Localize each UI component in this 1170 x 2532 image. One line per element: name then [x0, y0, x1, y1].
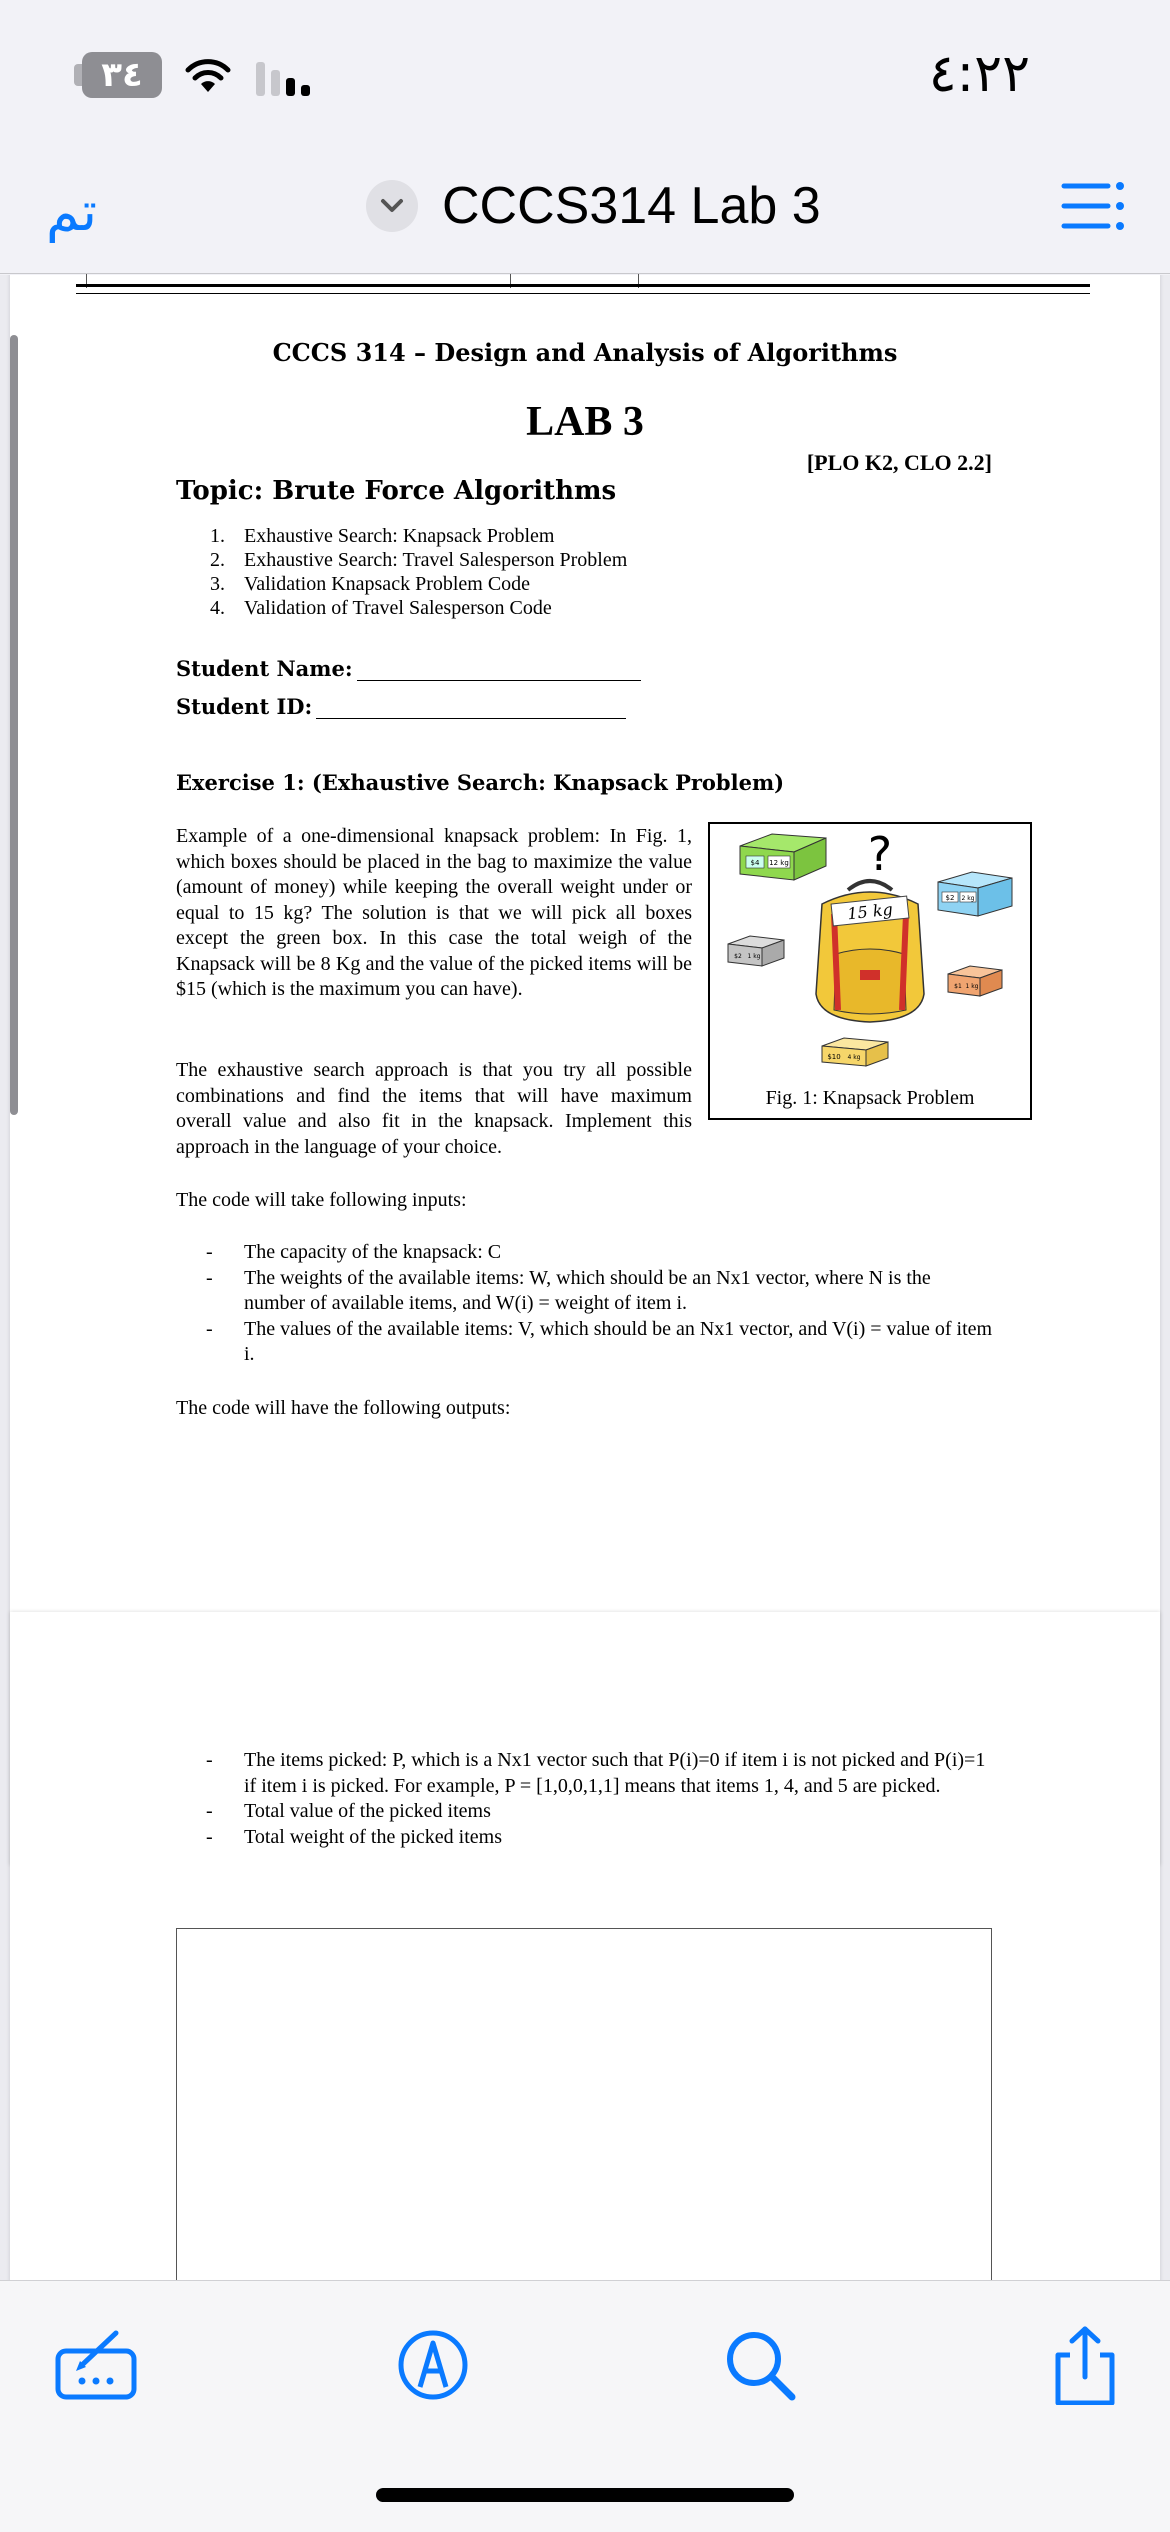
- yellow-price: $10: [827, 1053, 841, 1061]
- list-item: - Total weight of the picked items: [206, 1825, 502, 1848]
- inputs-list: [206, 1240, 996, 1368]
- list-item: 4. Validation of Travel Salesperson Code: [210, 597, 552, 619]
- gray-price: $2: [734, 953, 742, 960]
- exercise-1-paragraph-1: Example of a one-dimensional knapsack problem: In Fig. 1, which boxes should be placed in the bag to maximize the value (amount of money) while keeping the overall weight under or equal to 15 kg? The solution is that we will pick all boxes except the green box. In this case the total weigh of the Knapsack will be 8 Kg and the value of the picked items will be $15 (which is the maximum you can have).: [176, 825, 692, 1000]
- exercise-1-paragraph-2: The exhaustive search approach is that you try all possible combinations and find the items that will have maximum overall value and also fit in the knapsack. Implement this approach in the language of your choice.: [176, 1059, 692, 1158]
- lab-title: LAB 3: [526, 399, 644, 445]
- course-title: CCCS 314 – Design and Analysis of Algorithms: [272, 338, 898, 367]
- gray-weight: 1 kg: [747, 953, 761, 960]
- figure-caption: Fig. 1: Knapsack Problem: [765, 1087, 975, 1109]
- wifi-icon: [184, 56, 232, 96]
- exercise-1-heading: Exercise 1: (Exhaustive Search: Knapsack Problem): [176, 770, 785, 795]
- battery-indicator: ٣٤: [82, 52, 162, 98]
- green-box: [740, 834, 826, 880]
- list-menu-icon[interactable]: [1060, 180, 1126, 232]
- list-item: 1. Exhaustive Search: Knapsack Problem: [210, 525, 555, 547]
- list-item: 2. Exhaustive Search: Travel Salesperson Problem: [210, 549, 628, 571]
- knapsack-illustration: [710, 824, 1030, 1074]
- list-item: - The capacity of the knapsack: C: [206, 1241, 502, 1263]
- markup-icon[interactable]: [52, 2325, 142, 2405]
- figure-knapsack: [708, 822, 1032, 1120]
- orange-weight: 1 kg: [965, 983, 979, 990]
- blue-price: $2: [945, 894, 955, 902]
- plo-label: [PLO K2, CLO 2.2]: [806, 450, 992, 475]
- search-icon[interactable]: [716, 2325, 806, 2405]
- header-rule: [76, 284, 1090, 294]
- yellow-box: [822, 1038, 888, 1066]
- student-id-label: Student ID:: [176, 694, 313, 719]
- answer-box: [176, 1928, 992, 2308]
- done-button[interactable]: تم: [46, 180, 97, 243]
- student-id-blank: [316, 718, 626, 719]
- list-item: 3. Validation Knapsack Problem Code: [210, 573, 531, 595]
- orange-box: [948, 966, 1002, 996]
- share-icon[interactable]: [1040, 2325, 1130, 2405]
- topics-list: [210, 524, 627, 620]
- blue-weight: 2 kg: [961, 895, 975, 902]
- list-item: - The weights of the available items: W, which should be an Nx1 vector, where N is the number of available items, and W(i) = weight of item i.: [206, 1266, 931, 1314]
- bag-capacity-label: 15 kg: [846, 899, 894, 924]
- list-item: - The values of the available items: V, which should be an Nx1 vector, and V(i) = value of item i.: [206, 1317, 993, 1365]
- topic-heading: Topic: Brute Force Algorithms: [176, 476, 617, 506]
- student-name-row: [176, 656, 641, 681]
- student-name-blank: [357, 680, 641, 681]
- chevron-down-icon[interactable]: [366, 180, 418, 232]
- inputs-intro: The code will take following inputs:: [176, 1189, 467, 1211]
- annotate-icon[interactable]: [388, 2325, 478, 2405]
- battery-nub: [74, 64, 82, 86]
- question-mark: ?: [867, 827, 893, 881]
- status-bar: [0, 0, 1170, 140]
- document-title: CCCS314 Lab 3: [442, 177, 821, 235]
- green-weight: 12 kg: [769, 859, 789, 867]
- home-indicator: [376, 2488, 794, 2502]
- student-id-row: [176, 694, 626, 719]
- green-price: $4: [750, 859, 760, 867]
- document-title-menu[interactable]: [366, 176, 821, 236]
- outputs-intro: The code will have the following outputs:: [176, 1397, 511, 1419]
- backpack: [816, 881, 924, 1022]
- blue-box: [938, 872, 1012, 916]
- gray-box: [728, 936, 784, 966]
- orange-price: $1: [954, 983, 962, 990]
- signal-icon: [254, 58, 318, 98]
- list-item: - Total value of the picked items: [206, 1800, 491, 1822]
- status-time: ٤:٢٢: [928, 44, 1030, 104]
- student-name-label: Student Name:: [176, 656, 353, 681]
- scroll-indicator[interactable]: [10, 335, 18, 1115]
- outputs-list: [206, 1748, 996, 1850]
- yellow-weight: 4 kg: [847, 1054, 861, 1061]
- list-item: - The items picked: P, which is a Nx1 vector such that P(i)=0 if item i is not picked and P(i)=1 if item i is picked. For example, P = [1,0,0,1,1] means that items 1, 4, and 5 are picked.: [206, 1749, 986, 1797]
